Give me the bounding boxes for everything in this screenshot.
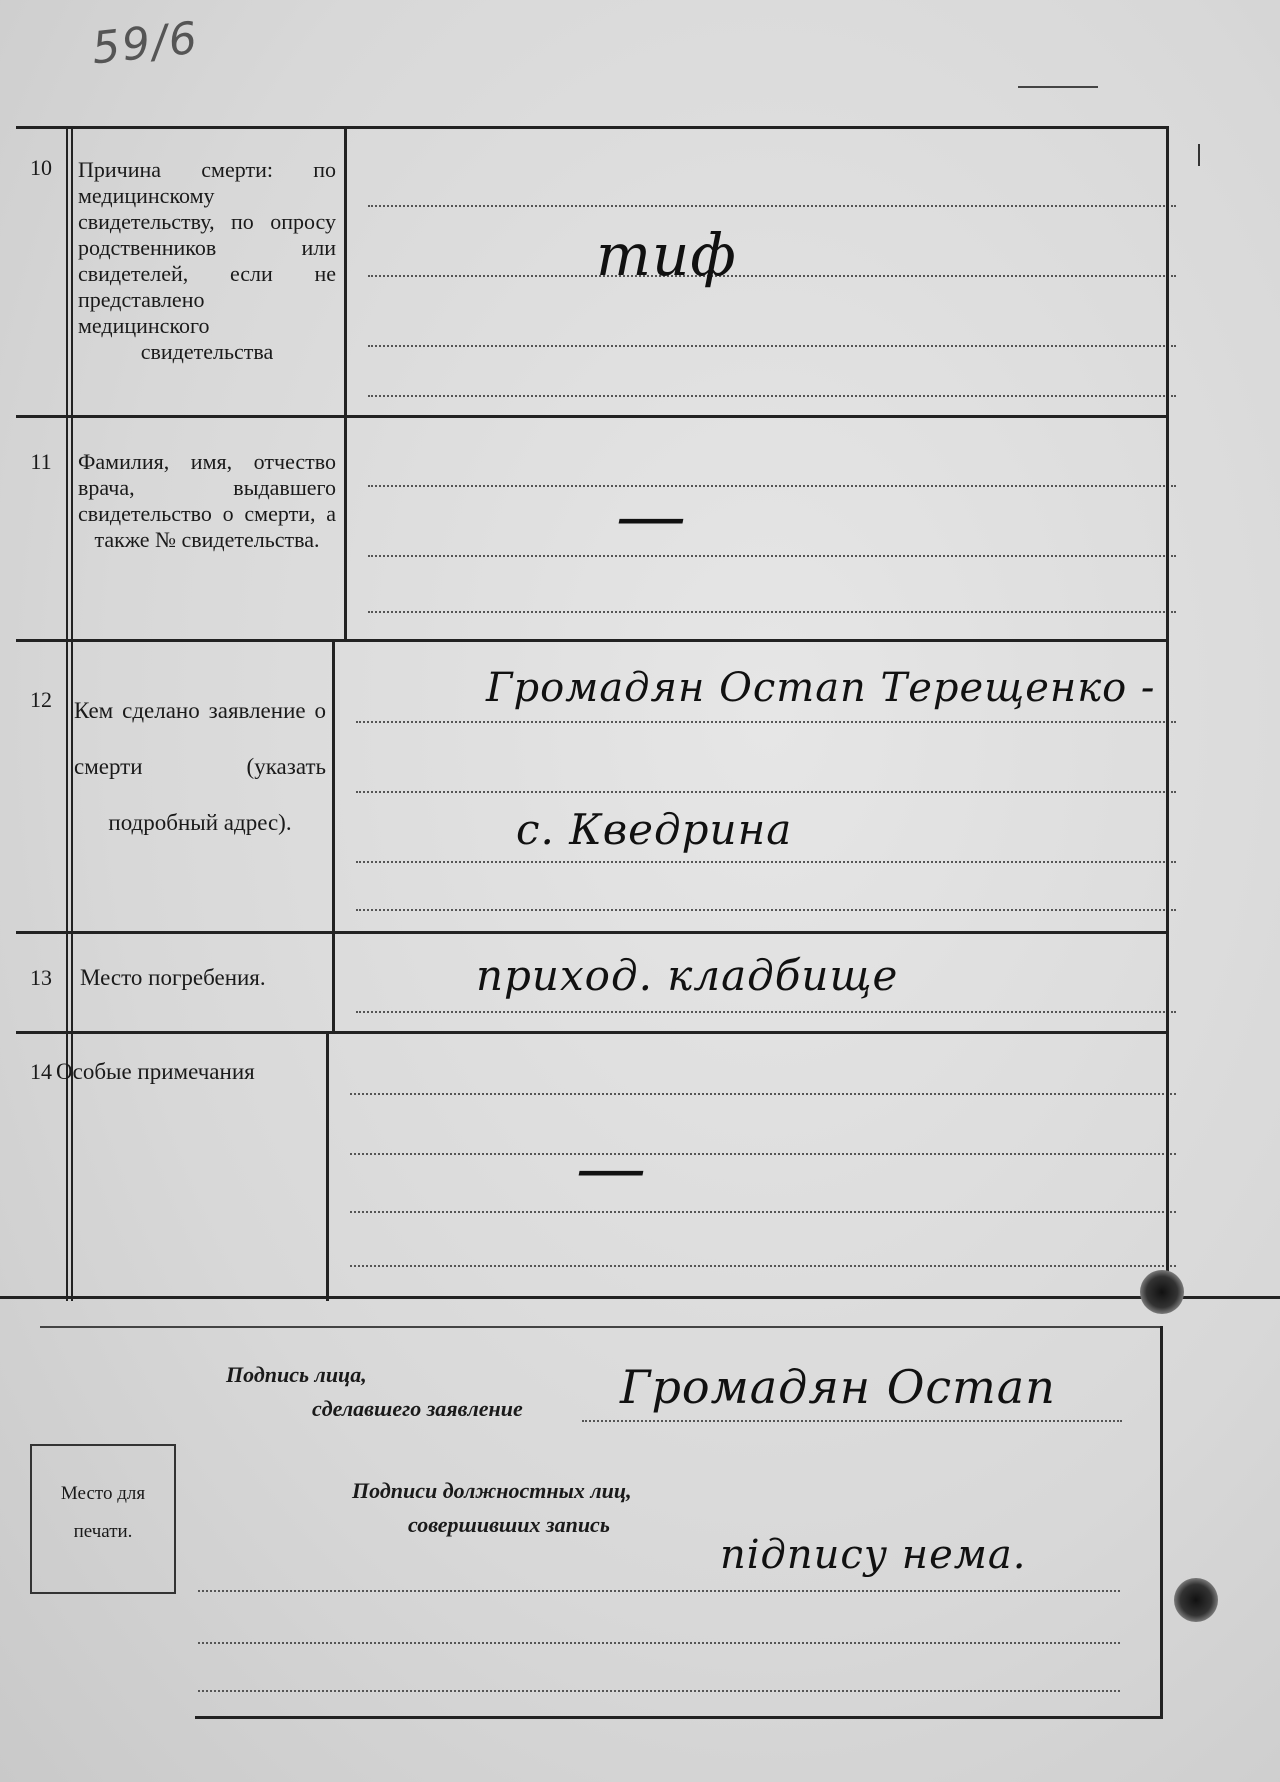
divider — [1160, 1326, 1163, 1716]
notes-value: — — [576, 1127, 647, 1209]
row-label: Особые примечания — [56, 1059, 255, 1084]
row-number: 13 — [30, 965, 52, 990]
dotted-line — [368, 395, 1176, 397]
divider — [332, 931, 335, 1031]
dotted-line — [350, 1093, 1176, 1095]
applicant-signature-label: сделавшего заявление — [312, 1396, 523, 1421]
dotted-line — [368, 275, 1176, 277]
dotted-line — [356, 909, 1176, 911]
punch-hole — [1140, 1270, 1184, 1314]
stamp-label: Место для — [60, 1483, 146, 1504]
divider — [1166, 126, 1169, 1298]
row-label: Фамилия, имя, отчество врача, выдавшего свидетельство о смерти, а также № свидетельства. — [78, 449, 336, 552]
dotted-line — [350, 1265, 1176, 1267]
dotted-line — [356, 721, 1176, 723]
dotted-line — [356, 791, 1176, 793]
table-row — [16, 639, 1166, 934]
row-number: 11 — [30, 449, 52, 474]
applicant-signature-label: Подпись лица, — [226, 1362, 367, 1387]
dotted-line — [368, 485, 1176, 487]
signature-line — [198, 1590, 1120, 1592]
row-number: 14 — [30, 1059, 52, 1084]
dotted-line — [356, 861, 1176, 863]
divider — [66, 639, 73, 931]
row-label: Место погребения. — [80, 965, 266, 990]
cause-of-death-value: тиф — [596, 221, 737, 289]
divider — [66, 931, 73, 1031]
dotted-line — [356, 1011, 1176, 1013]
divider — [195, 1716, 1163, 1719]
dotted-line — [350, 1153, 1176, 1155]
stamp-area — [30, 1444, 176, 1594]
divider — [332, 639, 335, 931]
archive-number: 59/6 — [89, 12, 202, 75]
applicant-address-value: с. Кведрина — [516, 805, 793, 854]
table-row — [16, 415, 1166, 642]
divider — [326, 1031, 329, 1301]
burial-place-value: приход. кладбище — [476, 951, 899, 1000]
row-number: 10 — [30, 155, 52, 180]
signature-line — [198, 1690, 1120, 1692]
row-label: Кем сделано заявление о смерти (указать подробный адрес). — [74, 698, 326, 835]
divider — [66, 415, 73, 639]
dotted-line — [368, 345, 1176, 347]
divider — [344, 129, 347, 415]
divider — [1018, 86, 1098, 88]
signature-line — [582, 1420, 1122, 1422]
divider — [66, 129, 73, 415]
divider — [344, 415, 347, 639]
table-row — [16, 931, 1166, 1034]
applicant-value: Громадян Остап Терещенко - — [486, 665, 1156, 711]
applicant-signature-value: Громадян Остап — [620, 1360, 1056, 1414]
dotted-line — [368, 611, 1176, 613]
row-number: 12 — [30, 687, 52, 712]
punch-hole — [1174, 1578, 1218, 1622]
doctor-value: — — [616, 475, 687, 557]
dotted-line — [350, 1211, 1176, 1213]
officials-signature-label: Подписи должностных лиц, — [352, 1478, 632, 1503]
dotted-line — [368, 205, 1176, 207]
officials-signature-label: совершивших запись — [408, 1512, 610, 1537]
divider — [40, 1326, 1163, 1328]
table-row — [16, 1031, 1166, 1301]
dotted-line — [368, 555, 1176, 557]
officials-signature-value: підпису нема. — [720, 1532, 1027, 1578]
record-table — [16, 126, 1166, 1301]
row-label: Причина смерти: по медицинскому свидетельству, по опросу родственников или свидетелей, если не представлено медицинского свидетельства — [78, 157, 336, 364]
stamp-label: печати. — [73, 1521, 133, 1542]
divider — [0, 1296, 1280, 1299]
signature-line — [198, 1642, 1120, 1644]
divider — [1198, 144, 1200, 166]
table-row — [16, 129, 1166, 418]
